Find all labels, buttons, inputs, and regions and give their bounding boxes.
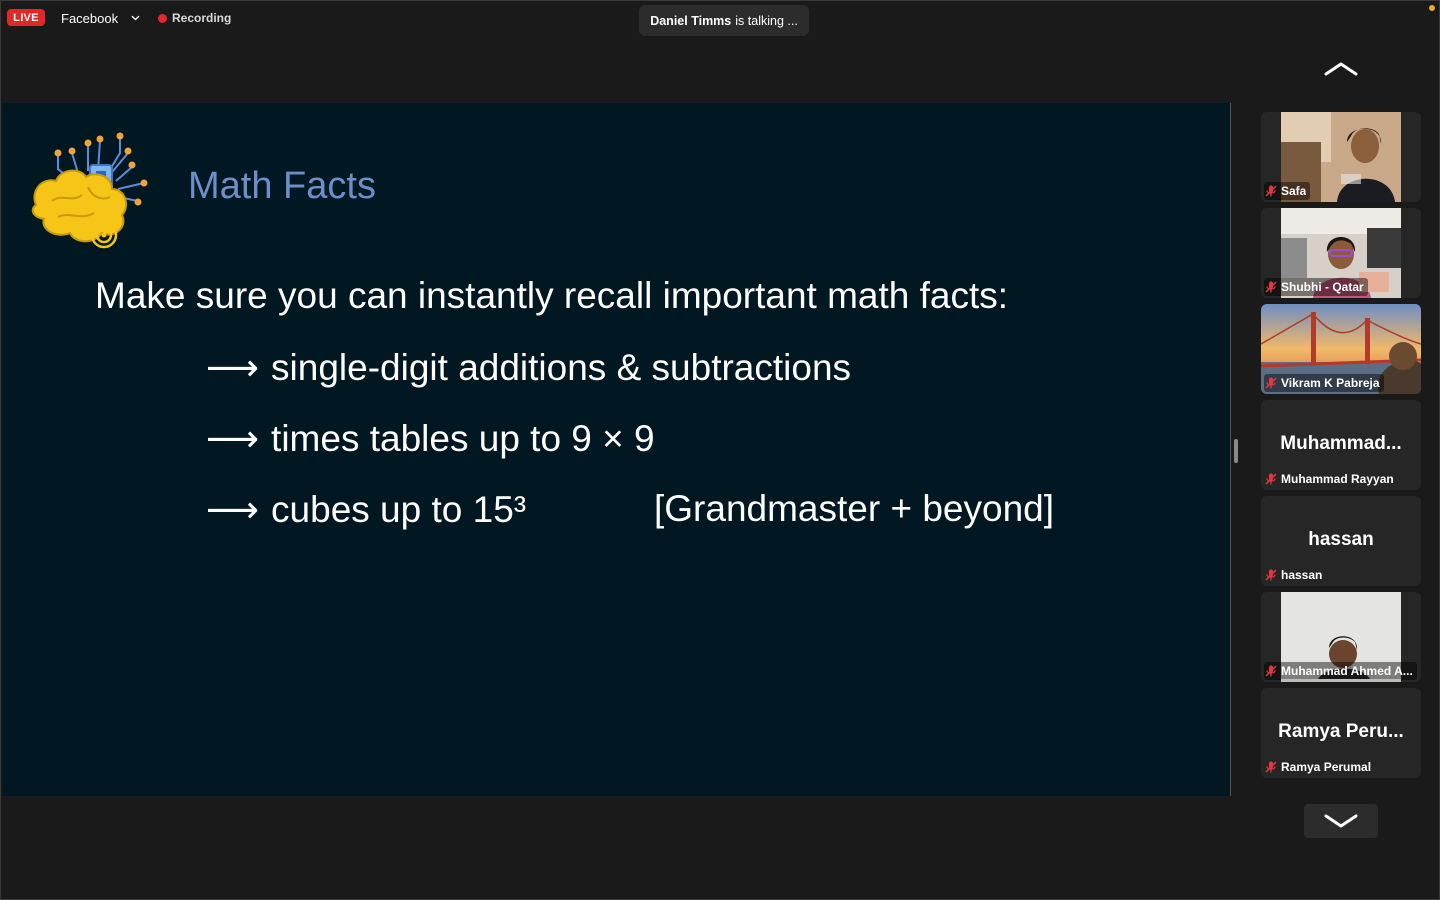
recording-indicator[interactable] — [158, 10, 231, 26]
participant-tile[interactable] — [1261, 400, 1421, 490]
active-speaker-suffix: is talking ... — [735, 13, 798, 28]
participant-name-row — [1264, 182, 1310, 200]
stream-target-dropdown[interactable] — [53, 7, 141, 29]
chevron-down-icon — [130, 11, 141, 25]
mic-muted-icon — [1264, 184, 1278, 198]
participant-name-row — [1264, 278, 1368, 296]
slide-bullet — [206, 346, 851, 389]
mic-muted-icon — [1264, 280, 1278, 294]
active-speaker-name: Daniel Timms — [650, 13, 732, 28]
recording-dot-icon — [158, 14, 167, 23]
arrow-icon: ⟶ — [206, 347, 260, 388]
participant-name: Shubhi - Qatar — [1281, 280, 1364, 294]
participant-tile[interactable] — [1261, 112, 1421, 202]
slide-title: Math Facts — [188, 165, 376, 207]
slide-bullet — [206, 417, 655, 460]
mic-muted-icon — [1264, 760, 1278, 774]
participant-name-row — [1264, 662, 1417, 680]
participant-name: Vikram K Pabreja — [1281, 376, 1380, 390]
participant-tile[interactable] — [1261, 688, 1421, 778]
participant-name: Safa — [1281, 184, 1307, 198]
arrow-icon: ⟶ — [206, 489, 260, 530]
participant-display-name: hassan — [1308, 529, 1374, 550]
audio-level-bar — [1281, 679, 1401, 682]
participant-name: hassan — [1281, 568, 1323, 582]
scroll-up-button[interactable] — [1319, 55, 1363, 83]
chevron-up-icon — [1323, 61, 1359, 77]
slide-note: [Grandmaster + beyond] — [654, 488, 1055, 529]
live-badge[interactable]: LIVE — [7, 9, 45, 26]
participant-name-row — [1264, 758, 1375, 776]
mic-muted-icon — [1264, 568, 1278, 582]
recording-label: Recording — [172, 11, 232, 25]
participant-display-name: Muhammad... — [1280, 433, 1402, 454]
bullet-text: single-digit additions & subtractions — [271, 347, 852, 388]
participant-name-row — [1264, 566, 1326, 584]
scroll-down-button[interactable] — [1304, 804, 1378, 838]
brain-circuit-logo — [28, 131, 148, 249]
participant-tile[interactable] — [1261, 496, 1421, 586]
participant-name-row — [1264, 470, 1398, 488]
stream-target-label: Facebook — [61, 10, 119, 26]
participant-tile[interactable] — [1261, 208, 1421, 298]
participant-tile[interactable] — [1261, 304, 1421, 394]
mic-in-use-indicator — [1429, 5, 1435, 11]
mic-muted-icon — [1264, 472, 1278, 486]
bullet-text: times tables up to 9 × 9 — [271, 418, 655, 459]
resize-handle[interactable] — [1234, 439, 1238, 463]
participant-name: Muhammad Rayyan — [1281, 472, 1394, 486]
arrow-icon: ⟶ — [206, 418, 260, 459]
active-speaker-banner — [639, 5, 809, 36]
slide-intro: Make sure you can instantly recall important math facts: — [95, 275, 1009, 316]
participant-name: Ramya Perumal — [1281, 760, 1372, 774]
mic-muted-icon — [1264, 664, 1278, 678]
mic-muted-icon — [1264, 376, 1278, 390]
participant-name: Muhammad Ahmed A... — [1281, 664, 1413, 678]
participant-name-row — [1264, 374, 1384, 392]
chevron-down-icon — [1323, 813, 1359, 829]
slide-bullet — [206, 488, 526, 531]
participant-display-name: Ramya Peru... — [1278, 721, 1404, 742]
participant-tile[interactable] — [1261, 592, 1421, 682]
shared-screen — [2, 103, 1231, 796]
bullet-text: cubes up to 15³ — [271, 489, 527, 530]
